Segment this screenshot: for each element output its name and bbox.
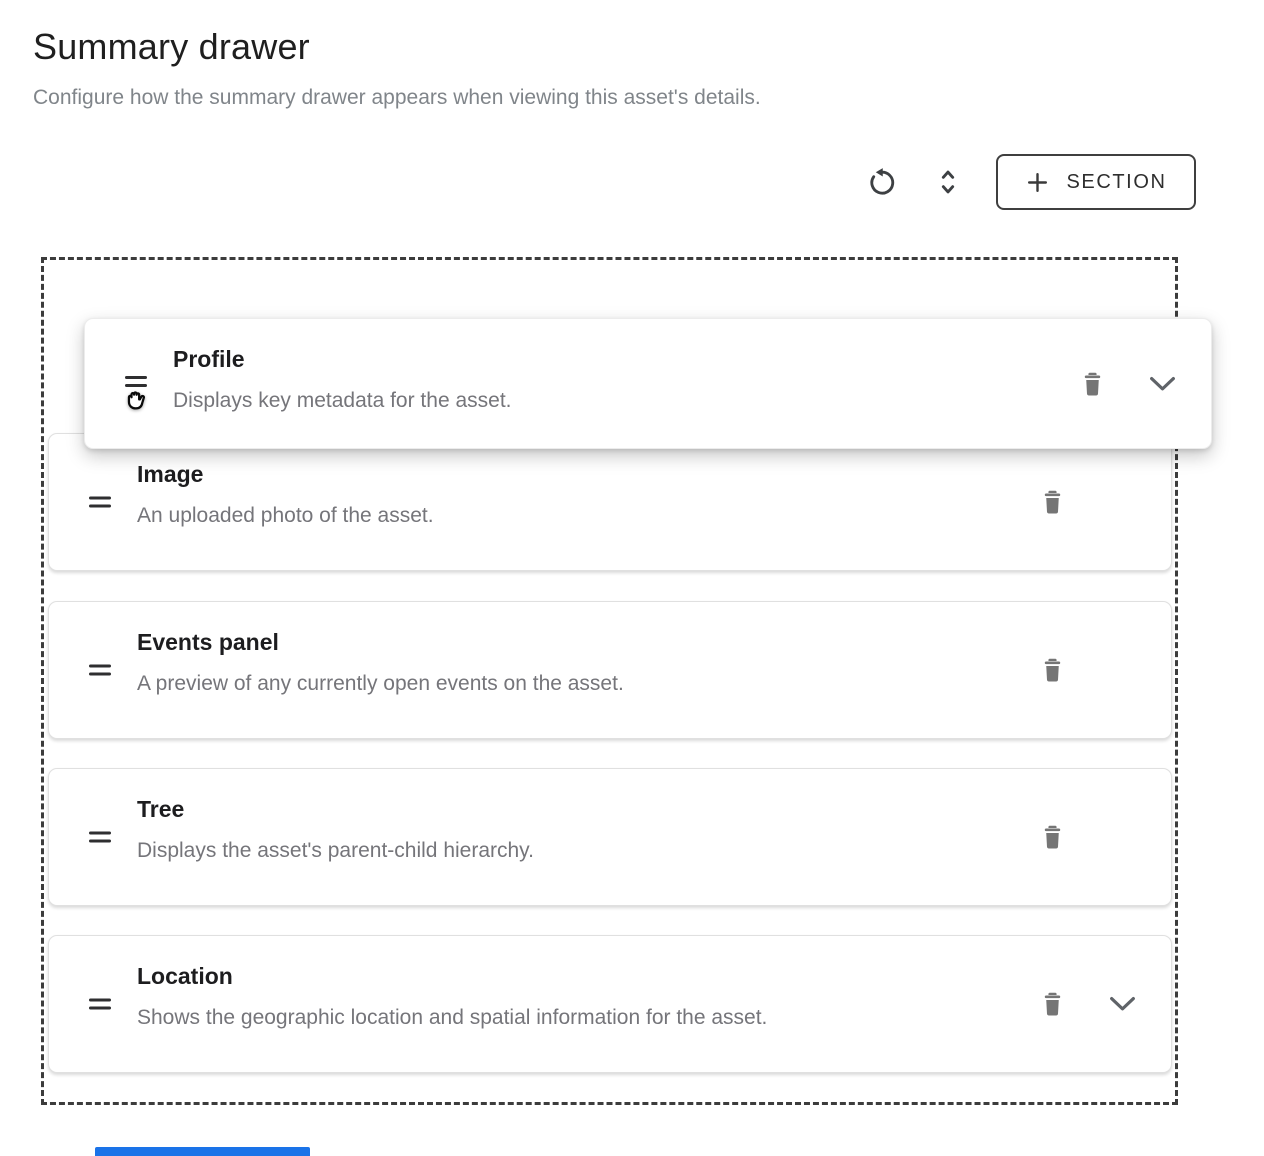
trash-icon	[1040, 656, 1065, 684]
unfold-more-icon	[934, 166, 962, 198]
section-card-events-panel[interactable]	[48, 601, 1172, 739]
reset-button[interactable]	[865, 165, 900, 200]
trash-icon	[1040, 990, 1065, 1018]
delete-section-button[interactable]	[1038, 654, 1067, 686]
grabbing-hand-cursor-icon	[118, 382, 154, 423]
expand-collapse-all-button[interactable]	[932, 164, 964, 200]
section-card-profile[interactable]	[84, 318, 1212, 449]
expand-section-button[interactable]	[1146, 373, 1179, 395]
section-description: Shows the geographic location and spatial information for the asset.	[137, 1006, 768, 1029]
section-description: Displays the asset's parent-child hierarchy.	[137, 839, 534, 862]
chevron-down-icon	[1148, 375, 1177, 393]
page-title: Summary drawer	[33, 26, 310, 67]
drag-handle-icon[interactable]	[87, 663, 113, 678]
section-title: Tree	[137, 796, 185, 822]
trash-icon	[1080, 370, 1105, 398]
section-card-location[interactable]	[48, 935, 1172, 1073]
chevron-down-icon	[1108, 995, 1137, 1013]
section-description: A preview of any currently open events on the asset.	[137, 672, 624, 695]
section-card-tree[interactable]	[48, 768, 1172, 906]
section-title: Location	[137, 963, 233, 989]
delete-section-button[interactable]	[1038, 486, 1067, 518]
trash-icon	[1040, 823, 1065, 851]
add-section-button[interactable]	[996, 154, 1196, 210]
section-title: Events panel	[137, 629, 279, 655]
page-subtitle: Configure how the summary drawer appears when viewing this asset's details.	[33, 86, 761, 109]
expand-section-button[interactable]	[1106, 993, 1139, 1015]
delete-section-button[interactable]	[1038, 988, 1067, 1020]
drag-handle-icon[interactable]	[87, 997, 113, 1012]
rotate-left-icon	[867, 167, 898, 198]
section-description: An uploaded photo of the asset.	[137, 504, 434, 527]
partial-blue-element[interactable]	[95, 1147, 310, 1156]
trash-icon	[1040, 488, 1065, 516]
summary-drawer-toolbar	[865, 152, 1196, 212]
delete-section-button[interactable]	[1038, 821, 1067, 853]
drag-handle-icon[interactable]	[87, 495, 113, 510]
section-title: Profile	[173, 346, 245, 372]
section-description: Displays key metadata for the asset.	[173, 389, 512, 412]
plus-icon	[1025, 170, 1050, 195]
add-section-label: SECTION	[1066, 170, 1167, 193]
section-title: Image	[137, 461, 204, 487]
section-card-image[interactable]	[48, 433, 1172, 571]
drag-handle-icon[interactable]	[87, 830, 113, 845]
delete-section-button[interactable]	[1078, 368, 1107, 400]
